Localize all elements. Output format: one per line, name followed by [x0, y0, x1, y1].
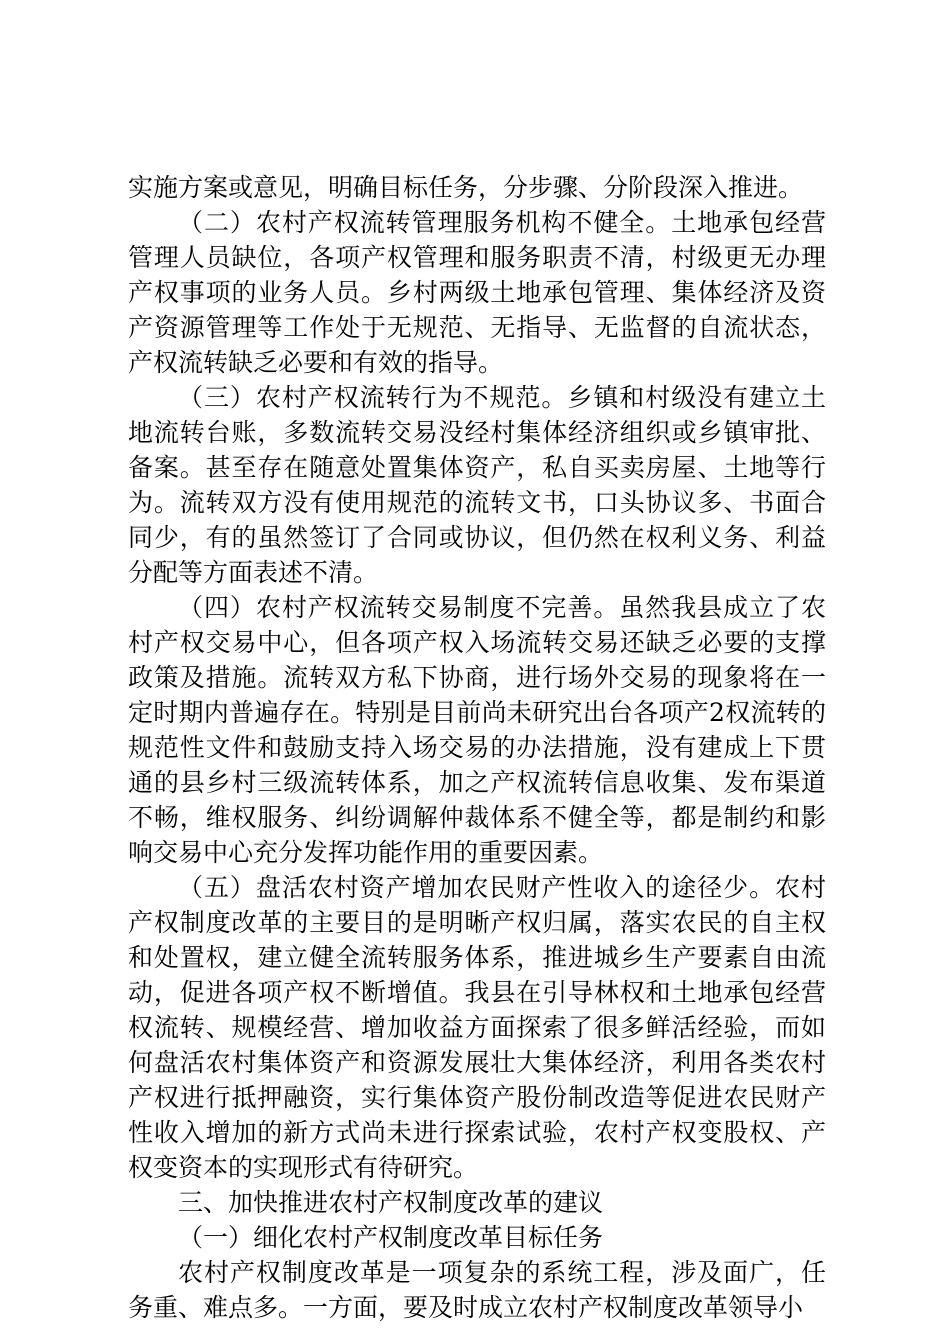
- subsection-heading-1: （一）细化农村产权制度改革目标任务: [178, 1223, 604, 1252]
- paragraph-continuation: 实施方案或意见，明确目标任务，分步骤、分阶段深入推进。: [128, 173, 804, 202]
- paragraph-section-5: （五）盘活农村资产增加农民财产性收入的途径少。农村产权制度改革的主要目的是明晰产权归属，落实农民的自主权和处置权，建立健全流转服务体系，推进城乡生产要素自由流动，促进各项产权不断增值。我县在引导林权和土地承包经营权流转、规模经营、增加收益方面探索了很多鲜活经验，而如何盘活农村集体资产和资源发展壮大集体经济，利用各类农村产权进行抵押融资，实行集体资产股份制改造等促进农民财产性收入增加的新方式尚未进行探索试验，农村产权变股权、产权变资本的实现形式有待研究。: [128, 873, 826, 1182]
- section-heading-3: 三、加快推进农村产权制度改革的建议: [178, 1188, 604, 1217]
- document-body: [128, 170, 826, 1325]
- paragraph-section-3: （三）农村产权流转行为不规范。乡镇和村级没有建立土地流转台账，多数流转交易没经村集体经济组织或乡镇审批、备案。甚至存在随意处置集体资产，私自买卖房屋、土地等行为。流转双方没有使用规范的流转文书，口头协议多、书面合同少，有的虽然签订了合同或协议，但仍然在权利义务、利益分配等方面表述不清。: [128, 383, 826, 587]
- paragraph-subsection-1: 农村产权制度改革是一项复杂的系统工程，涉及面广，任务重、难点多。一方面，要及时成立农村产权制度改革领导小: [128, 1258, 826, 1322]
- paragraph-section-4: （四）农村产权流转交易制度不完善。虽然我县成立了农村产权交易中心，但各项产权入场流转交易还缺乏必要的支撑政策及措施。流转双方私下协商，进行场外交易的现象将在一定时期内普遍存在。特别是目前尚未研究出台各项产2权流转的规范性文件和鼓励支持入场交易的办法措施，没有建成上下贯通的县乡村三级流转体系，加之产权流转信息收集、发布渠道不畅，维权服务、纠纷调解仲裁体系不健全等，都是制约和影响交易中心充分发挥功能作用的重要因素。: [128, 593, 826, 867]
- paragraph-section-2: （二）农村产权流转管理服务机构不健全。土地承包经营管理人员缺位，各项产权管理和服务职责不清，村级更无办理产权事项的业务人员。乡村两级土地承包管理、集体经济及资产资源管理等工作处于无规范、无指导、无监督的自流状态，产权流转缺乏必要和有效的指导。: [128, 208, 826, 377]
